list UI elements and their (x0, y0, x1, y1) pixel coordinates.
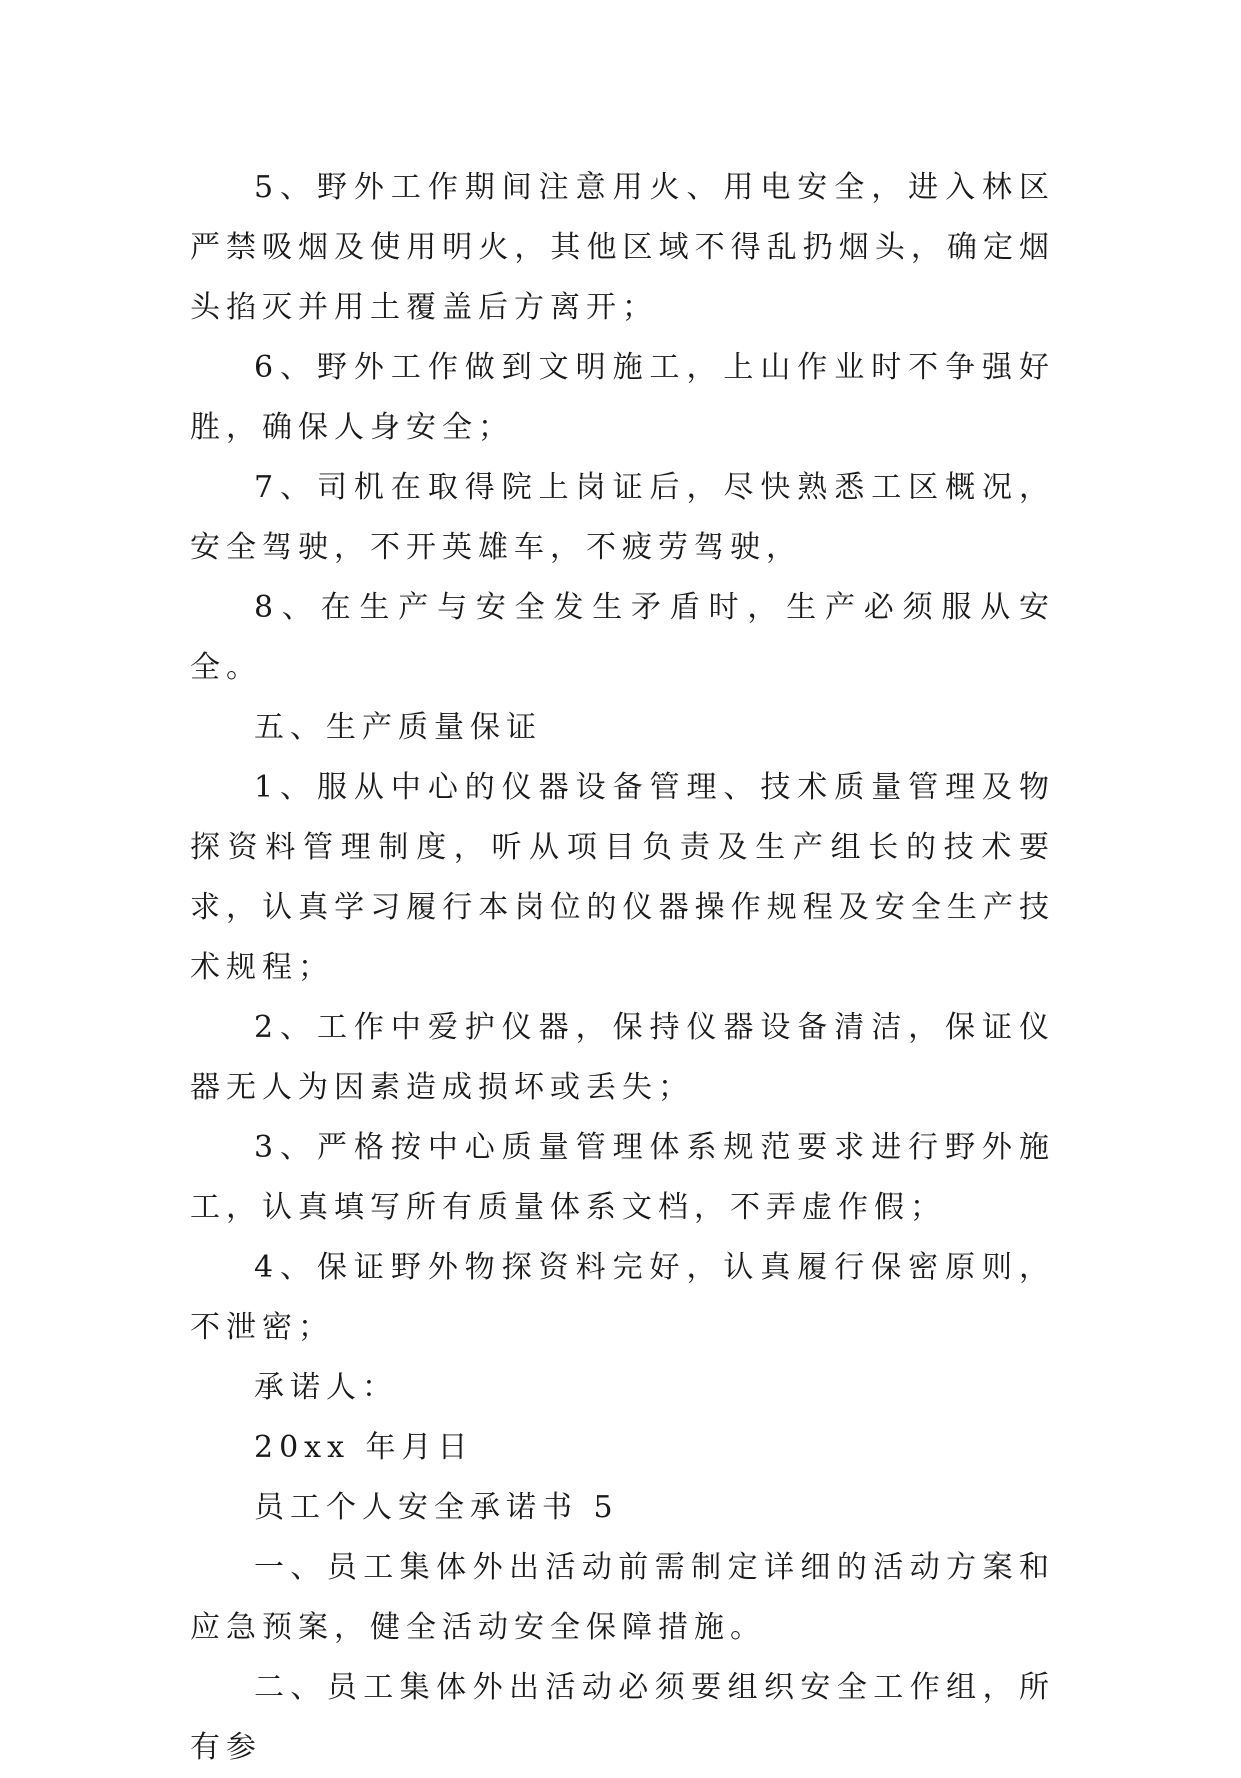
paragraph-rule-6: 6、野外工作做到文明施工，上山作业时不争强好胜，确保人身安全； (190, 350, 1055, 445)
paragraph-rule-8: 8、在生产与安全发生矛盾时，生产必须服从安全。 (190, 590, 1055, 685)
section-heading-quality: 五、生产质量保证 (254, 710, 542, 745)
signatory-label: 承诺人： (254, 1370, 398, 1405)
document-title-5: 员工个人安全承诺书 5 (254, 1490, 619, 1525)
paragraph-quality-2: 2、工作中爱护仪器，保持仪器设备清洁，保证仪器无人为因素造成损坏或丢失； (190, 1010, 1055, 1105)
paragraph-quality-4: 4、保证野外物探资料完好，认真履行保密原则，不泄密； (190, 1250, 1055, 1345)
date-line: 20xx 年月日 (254, 1430, 474, 1465)
paragraph-article-2: 二、员工集体外出活动必须要组织安全工作组，所有参 (190, 1670, 1055, 1765)
paragraph-article-1: 一、员工集体外出活动前需制定详细的活动方案和应急预案，健全活动安全保障措施。 (190, 1550, 1055, 1645)
paragraph-rule-5: 5、野外工作期间注意用火、用电安全，进入林区严禁吸烟及使用明火，其他区域不得乱扔烟头，确定烟头掐灭并用土覆盖后方离开； (190, 170, 1055, 325)
paragraph-rule-7: 7、司机在取得院上岗证后，尽快熟悉工区概况，安全驾驶，不开英雄车，不疲劳驾驶， (190, 470, 1055, 565)
paragraph-quality-1: 1、服从中心的仪器设备管理、技术质量管理及物探资料管理制度，听从项目负责及生产组长的技术要求，认真学习履行本岗位的仪器操作规程及安全生产技术规程； (190, 770, 1055, 985)
paragraph-quality-3: 3、严格按中心质量管理体系规范要求进行野外施工，认真填写所有质量体系文档，不弄虚作假； (190, 1130, 1055, 1225)
document-body (190, 158, 1055, 1778)
